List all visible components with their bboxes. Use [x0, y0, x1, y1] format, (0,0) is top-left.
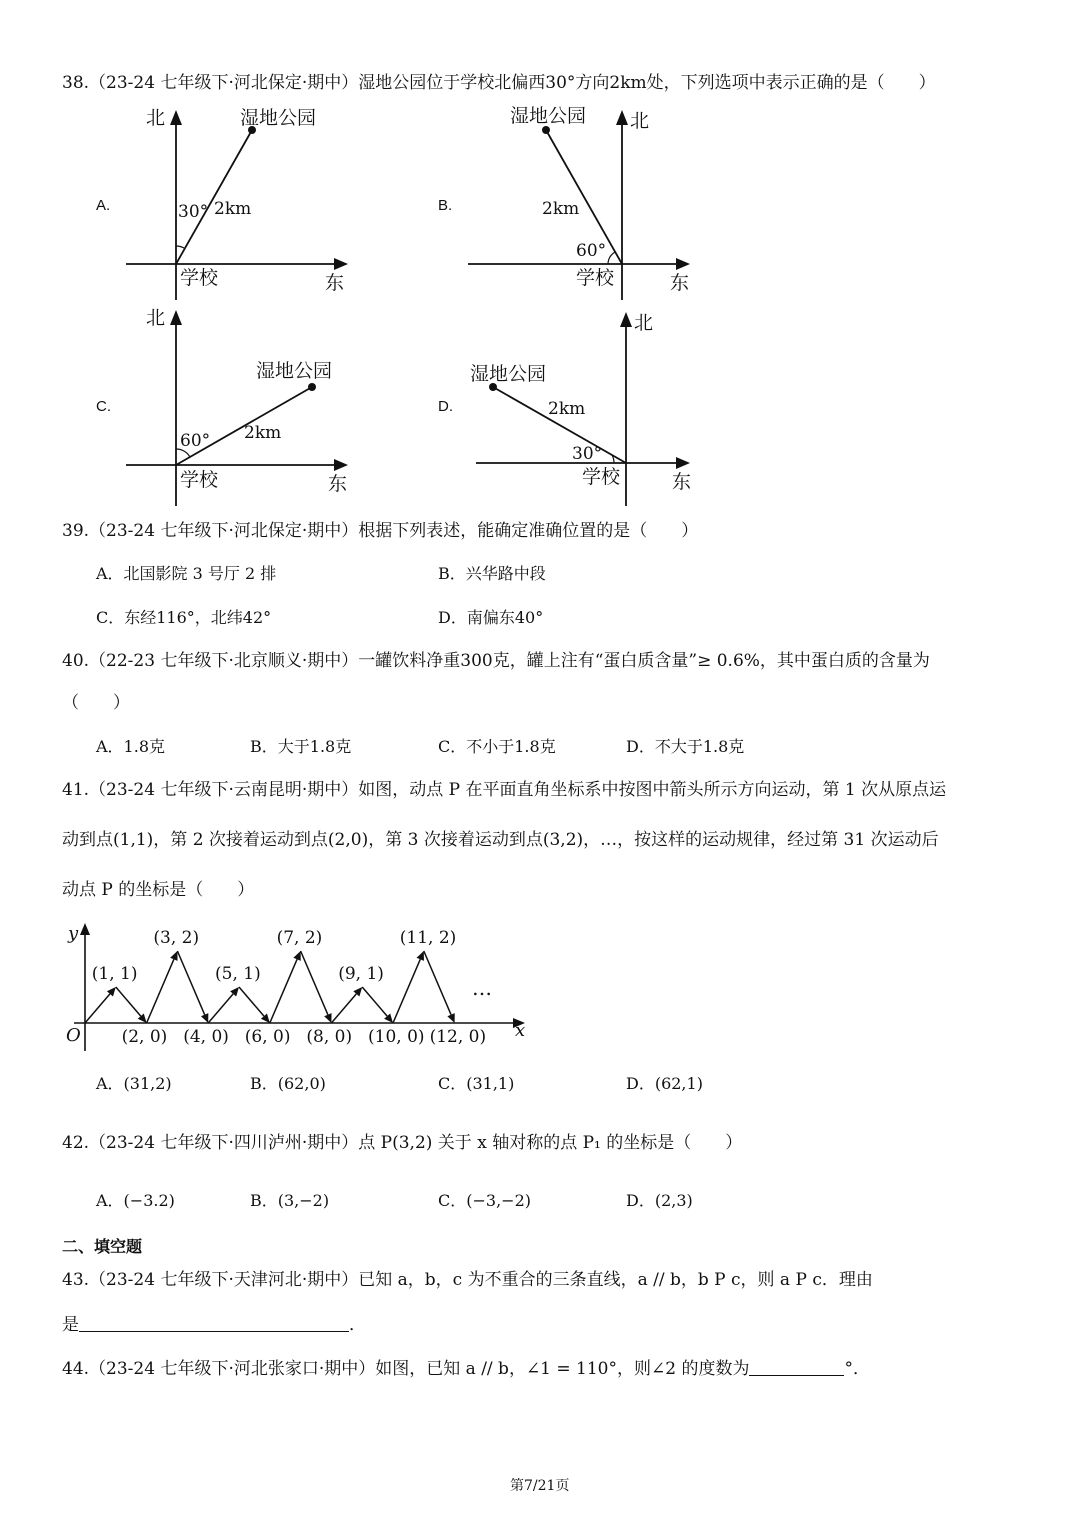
east-label: 东: [670, 272, 690, 294]
q41-option-c: C．(31,1): [438, 1074, 515, 1093]
q38-option-d-label: D.: [438, 398, 453, 415]
park-label: 湿地公园: [240, 107, 317, 129]
path-segment: [147, 959, 174, 1023]
q43-line2: [62, 1313, 366, 1336]
page-number: 第7/21页: [510, 1478, 570, 1494]
q43-answer-blank[interactable]: [79, 1313, 349, 1332]
q44-line: [62, 1357, 870, 1380]
distance-label: 2km: [214, 199, 252, 219]
q38-diagram-d: [462, 300, 702, 506]
peak-label: (1, 1): [91, 964, 138, 984]
park-point: [542, 126, 550, 134]
path-segment: [208, 994, 233, 1023]
north-arrow-icon: [620, 312, 632, 327]
path-segment: [239, 987, 264, 1016]
angle-label: 60°: [180, 431, 211, 451]
q40-option-d: D．不大于1.8克: [626, 737, 745, 756]
q38-option-c-label: C.: [96, 398, 111, 415]
path-segment: [177, 951, 204, 1015]
q40-option-b: B．大于1.8克: [250, 737, 352, 756]
angle-arc: [608, 252, 615, 264]
q38-option-b-label: B.: [438, 197, 453, 214]
park-label: 湿地公园: [510, 105, 587, 127]
q41-graph: [60, 915, 540, 1055]
section-heading: 二、填空题: [62, 1237, 143, 1256]
q43-line1: 43.（23-24 七年级下·天津河北·期中）已知 a，b，c 为不重合的三条直线，a // b，b P c，则 a P c．理由: [62, 1270, 873, 1290]
path-segment: [362, 987, 387, 1016]
school-label: 学校: [180, 469, 219, 491]
q41-line1: 41.（23-24 七年级下·云南昆明·期中）如图，动点 P 在平面直角坐标系中按图中箭头所示方向运动，第 1 次从原点运: [62, 780, 947, 800]
path-segment: [301, 951, 328, 1015]
q41-line3: 动点 P 的坐标是（ ）: [62, 880, 255, 900]
bottom-label: (12, 0): [429, 1027, 487, 1047]
north-label: 北: [634, 312, 654, 334]
bottom-label: (6, 0): [244, 1027, 291, 1047]
y-axis-label: y: [68, 923, 79, 944]
bottom-labels: [122, 1027, 487, 1047]
park-label: 湿地公园: [256, 360, 333, 382]
angle-arc: [176, 246, 184, 248]
q43-suffix: ．: [349, 1315, 366, 1335]
bottom-label: (2, 0): [121, 1027, 168, 1047]
peak-label: (7, 2): [276, 928, 323, 948]
q39-stem: 39.（23-24 七年级下·河北保定·期中）根据下列表述，能确定准确位置的是（ ）: [62, 521, 699, 541]
q39-option-a: A．北国影院 3 号厅 2 排: [96, 564, 277, 583]
east-label: 东: [328, 473, 348, 495]
q38-diagram-c: [120, 300, 360, 506]
path-segment: [270, 959, 297, 1023]
peak-label: (5, 1): [215, 964, 261, 984]
angle-label: 60°: [576, 241, 607, 261]
origin-label: O: [66, 1025, 81, 1046]
east-arrow-icon: [676, 258, 690, 270]
path-segment: [393, 959, 420, 1023]
q40-stem: 40.（22-23 七年级下·北京顺义·期中）一罐饮料净重300克，罐上注有“蛋白质含量”≥ 0.6%，其中蛋白质的含量为: [62, 651, 930, 671]
q39-option-b: B．兴华路中段: [438, 564, 546, 583]
angle-label: 30°: [178, 202, 209, 222]
q42-option-b: B．(3,−2): [250, 1191, 330, 1210]
distance-label: 2km: [244, 423, 282, 443]
north-arrow-icon: [616, 110, 628, 125]
zigzag-path: [85, 951, 455, 1023]
school-label: 学校: [576, 267, 615, 289]
q44-suffix: °．: [844, 1359, 870, 1379]
distance-label: 2km: [548, 399, 586, 419]
q38-option-a-label: A.: [96, 197, 111, 214]
east-label: 东: [672, 471, 692, 493]
bottom-label: (8, 0): [306, 1027, 353, 1047]
peak-label: (3, 2): [153, 928, 200, 948]
school-label: 学校: [180, 267, 219, 289]
path-segment: [85, 994, 110, 1023]
north-label: 北: [146, 107, 166, 129]
north-label: 北: [630, 110, 650, 132]
peak-labels: [92, 928, 457, 984]
q39-option-d: D．南偏东40°: [438, 608, 544, 627]
peak-label: (9, 1): [338, 964, 384, 984]
q38-stem: 38.（23-24 七年级下·河北保定·期中）湿地公园位于学校北偏西30°方向2km处，下列选项中表示正确的是（ ）: [62, 73, 936, 93]
bottom-label: (4, 0): [183, 1027, 229, 1047]
peak-label: (11, 2): [399, 928, 457, 948]
school-label: 学校: [582, 466, 621, 488]
east-label: 东: [325, 272, 345, 294]
q44-answer-blank[interactable]: [749, 1357, 844, 1376]
north-label: 北: [146, 307, 166, 329]
q42-option-d: D．(2,3): [626, 1191, 693, 1210]
q41-option-a: A．(31,2): [96, 1074, 172, 1093]
angle-label: 30°: [572, 444, 603, 464]
q41-option-d: D．(62,1): [626, 1074, 703, 1093]
q38-diagram-a: [120, 100, 360, 300]
direction-line: [176, 130, 252, 264]
x-axis-label: x: [515, 1020, 526, 1041]
q42-option-a: A．(−3.2): [96, 1191, 175, 1210]
q41-option-b: B．(62,0): [250, 1074, 326, 1093]
east-arrow-icon: [676, 457, 690, 469]
park-point: [308, 383, 316, 391]
q43-prefix: 是: [62, 1315, 79, 1335]
east-arrow-icon: [334, 459, 348, 471]
q44-stem: 44.（23-24 七年级下·河北张家口·期中）如图，已知 a // b，∠1 = 110°，则∠2 的度数为: [62, 1359, 750, 1379]
distance-label: 2km: [542, 199, 580, 219]
q41-line2: 动到点(1,1)，第 2 次接着运动到点(2,0)，第 3 次接着运动到点(3,2)，…，按这样的运动规律，经过第 31 次运动后: [62, 830, 939, 850]
q42-option-c: C．(−3,−2): [438, 1191, 531, 1210]
q40-option-a: A．1.8克: [96, 737, 166, 756]
q40-option-c: C．不小于1.8克: [438, 737, 556, 756]
y-arrow-icon: [80, 923, 90, 935]
path-segment: [116, 987, 141, 1016]
q42-stem: 42.（23-24 七年级下·四川泸州·期中）点 P(3,2) 关于 x 轴对称的点 P₁ 的坐标是（ ）: [62, 1133, 743, 1153]
ellipsis: …: [472, 976, 492, 1000]
north-arrow-icon: [170, 310, 182, 325]
park-label: 湿地公园: [470, 363, 547, 385]
north-arrow-icon: [170, 110, 182, 125]
path-segment: [331, 994, 356, 1023]
q39-option-c: C．东经116°，北纬42°: [96, 608, 272, 627]
path-segment: [424, 951, 451, 1015]
bottom-label: (10, 0): [368, 1027, 425, 1047]
east-arrow-icon: [334, 258, 348, 270]
q40-paren: （ ）: [62, 693, 130, 713]
q38-diagram-b: [462, 100, 702, 300]
